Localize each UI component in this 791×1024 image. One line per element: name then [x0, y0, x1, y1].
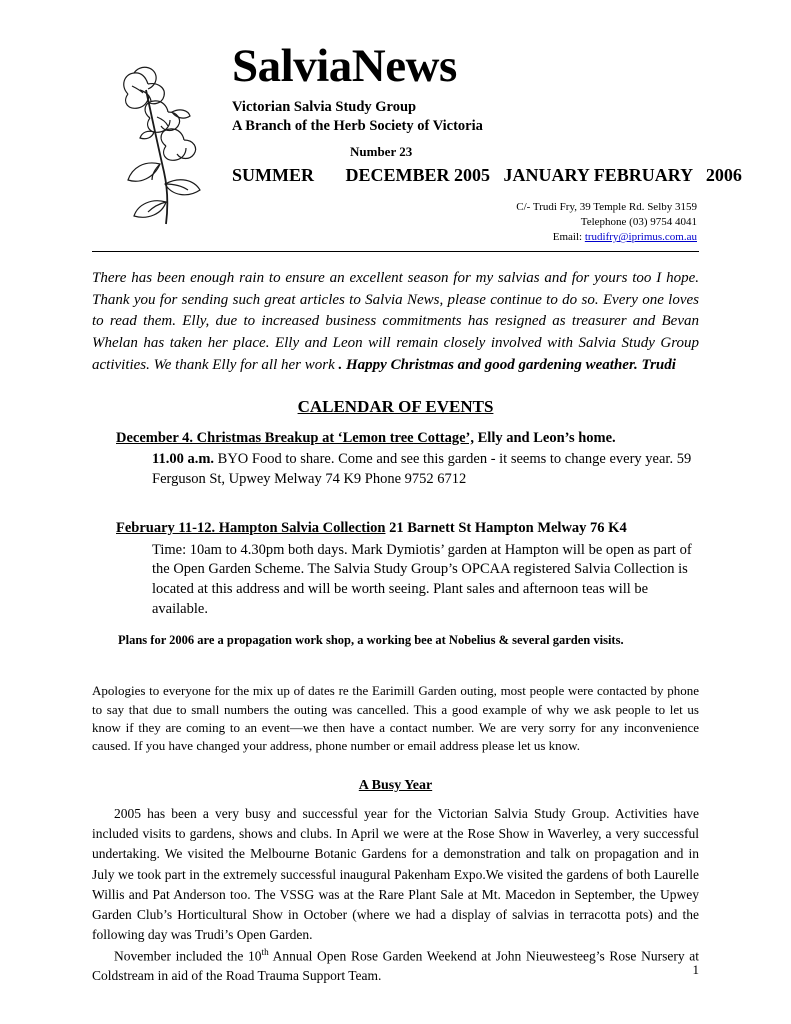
event-details	[152, 450, 699, 489]
season-label: SUMMER	[232, 165, 314, 186]
event-title-underlined: December 4. Christmas Breakup at ‘Lemon tree Cottage’,	[116, 429, 474, 446]
busy-year-paragraph-1: 2005 has been a very busy and successful year for the Victorian Salvia Study Group. Activities have included visits to gardens, shows and clubs. In April we were at the Rose Show in Waverley, a very successful undertaking. We visited the Melbourne Botanic Gardens for a demonstration and talk on propagation and in July we took part in the extremely successful inaugural Pakenham Expo.We visited the gardens of both Laurelle Willis and Pat Anderson too. The VSSG was at the Rare Plant Sale at Mt. Macedon in September, the Upwey Garden Club’s Horticultural Show in October (where we had a display of salvias in terracotta pots) and the following day was Trudi’s Open Garden.	[92, 805, 699, 943]
masthead-text	[232, 40, 742, 186]
event-item	[92, 429, 699, 490]
busy-year-p2-b: Annual Open Rose Garden Weekend at John Nieuwesteeg’s Rose Nursery at Coldstream in aid of the Road Trauma Support Team.	[92, 948, 699, 984]
event-time: 11.00 a.m.	[152, 451, 215, 468]
event-description: Time: 10am to 4.30pm both days. Mark Dymiotis’ garden at Hampton will be open as part of the Open Garden Scheme. The Salvia Study Group’s OPCAA registered Salvia Collection is located at this address and will be worth seeing. Plant sales and afternoon teas will be available.	[152, 541, 692, 617]
issue-dates: DECEMBER 2005 JANUARY FEBRUARY 2006	[345, 165, 742, 186]
editor-intro-closing: . Happy Christmas and good gardening weather. Trudi	[338, 356, 676, 373]
issue-number: Number 23	[350, 144, 413, 160]
contact-address: C/- Trudi Fry, 39 Temple Rd. Selby 3159	[516, 201, 697, 214]
organisation-affiliation: A Branch of the Herb Society of Victoria	[232, 118, 483, 135]
contact-email-line	[92, 230, 697, 245]
issue-dateline	[232, 165, 742, 186]
editor-intro	[92, 268, 699, 377]
event-title-underlined: February 11-12. Hampton Salvia Collection	[116, 520, 386, 537]
event-item	[92, 519, 699, 619]
header-divider	[92, 251, 699, 252]
editor-intro-text: There has been enough rain to ensure an excellent season for my salvias and for yours too I hope. Thank you for sending such great articles to Salvia News, please continue to do so. Every one loves to read them. Elly, due to increased business commitments has resigned as treasurer and Bevan Whelan has taken her place. Elly and Leon will remain closely involved with Salvia Study Group activities. We thank Elly for all her work	[92, 269, 699, 373]
event-title	[116, 429, 699, 449]
event-title-rest: Elly and Leon’s home.	[474, 429, 616, 446]
page-title: SalviaNews	[232, 40, 457, 92]
masthead	[92, 40, 742, 245]
apology-paragraph: Apologies to everyone for the mix up of dates re the Earimill Garden outing, most people were contacted by phone to say that due to small numbers the outing was cancelled. This a good example of why we ask people to let us know if they are coming to an event—we then have a contact number. We are very sorry for any inconvenience caused. If you have changed your address, phone number or email address please let us know.	[92, 683, 699, 754]
email-label: Email:	[552, 231, 585, 244]
calendar-heading: CALENDAR OF EVENTS	[297, 396, 494, 416]
busy-year-heading: A Busy Year	[358, 777, 433, 793]
plans-note: Plans for 2006 are a propagation work shop, a working bee at Nobelius & several garden visits.	[118, 633, 624, 648]
event-spacer	[92, 497, 699, 519]
event-description: BYO Food to share. Come and see this garden - it seems to change every year. 59 Ferguson St, Upwey Melway 74 K9 Phone 9752 6712	[152, 451, 692, 487]
event-title-rest: 21 Barnett St Hampton Melway 76 K4	[385, 520, 627, 537]
busy-year-paragraph-2	[92, 946, 699, 987]
busy-year-p2-a: November included the 10	[114, 948, 262, 964]
contact-phone: Telephone (03) 9754 4041	[580, 216, 697, 229]
event-title	[116, 519, 699, 539]
organisation-name: Victorian Salvia Study Group	[232, 99, 417, 116]
page-number: 1	[692, 962, 699, 977]
ordinal-suffix: th	[261, 946, 269, 957]
email-link[interactable]: trudifry@iprimus.com.au	[584, 231, 697, 244]
salvia-flower-icon	[110, 60, 220, 230]
event-details	[152, 541, 699, 619]
